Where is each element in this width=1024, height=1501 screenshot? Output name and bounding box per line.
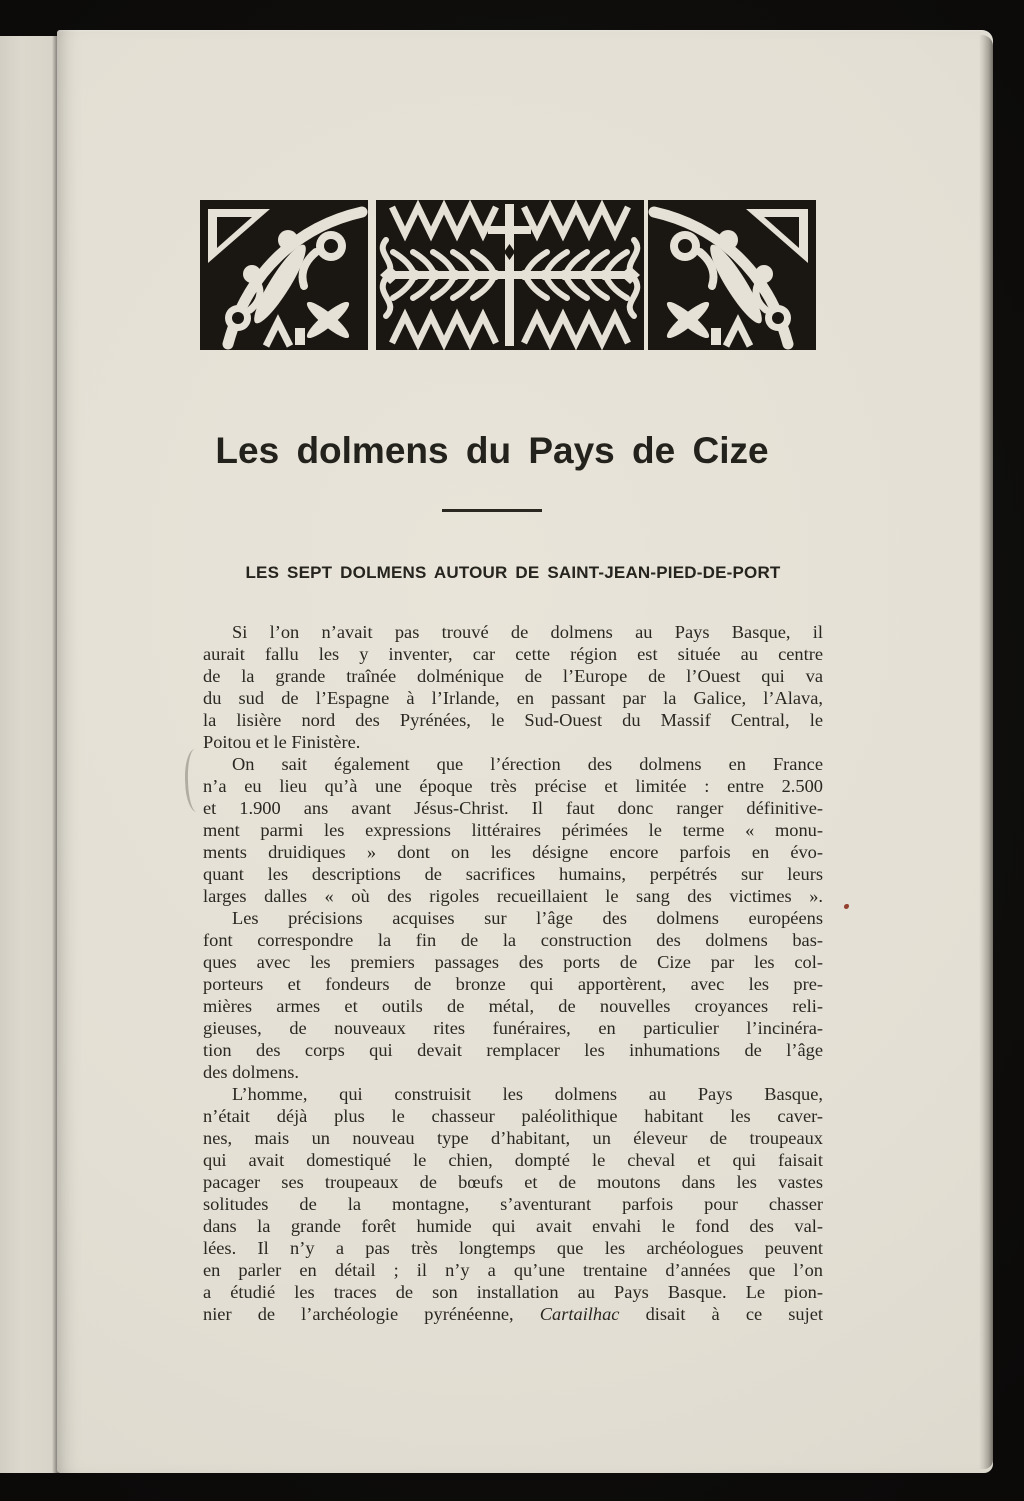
- text-line: aurait fallu les y inventer, car cette région est située au centre: [203, 644, 823, 664]
- paragraph-3: [203, 907, 823, 1083]
- basque-ornament-graphic: [200, 200, 816, 350]
- article-body: [203, 621, 823, 1325]
- text-line: nes, mais un nouveau type d’habitant, un éleveur de troupeaux: [203, 1128, 823, 1148]
- text-line: [203, 1303, 823, 1325]
- text-line: qui avait domestiqué le chien, dompté le cheval et qui faisait: [203, 1150, 823, 1170]
- text-line: solitudes de la montagne, s’aventurant parfois pour chasser: [203, 1194, 823, 1214]
- text-line: la lisière nord des Pyrénées, le Sud-Ouest du Massif Central, le: [203, 710, 823, 730]
- book-page: [57, 30, 993, 1473]
- text-line: lées. Il n’y a pas très longtemps que les archéologues peuvent: [203, 1238, 823, 1258]
- text-line: en parler en détail ; il n’y a qu’une trentaine d’années que l’on: [203, 1260, 823, 1280]
- red-ink-speck: [844, 904, 849, 909]
- title-divider: [442, 509, 542, 512]
- paragraph-2: [203, 753, 823, 907]
- text-line: dans la grande forêt humide qui avait envahi le fond des val-: [203, 1216, 823, 1236]
- text-line: ment parmi les expressions littéraires périmées le terme « monu-: [203, 820, 823, 840]
- text-line: font correspondre la fin de la construction des dolmens bas-: [203, 930, 823, 950]
- pencil-margin-mark: [184, 749, 200, 812]
- under-page-edge: [0, 36, 59, 1473]
- page-stack-edge: [979, 35, 993, 1469]
- text-line: de la grande traînée dolménique de l’Europe de l’Ouest qui va: [203, 666, 823, 686]
- text-line: ques avec les premiers passages des ports de Cize par les col-: [203, 952, 823, 972]
- section-heading: LES SEPT DOLMENS AUTOUR DE SAINT-JEAN-PIED-DE-PORT: [245, 563, 781, 582]
- text-line: n’était déjà plus le chasseur paléolithique habitant les caver-: [203, 1106, 823, 1126]
- paragraph-1: [203, 621, 823, 753]
- text-line: mières armes et outils de métal, de nouvelles croyances reli-: [203, 996, 823, 1016]
- paragraph-4: [203, 1083, 823, 1325]
- text-line: tion des corps qui devait remplacer les inhumations de l’âge: [203, 1040, 823, 1060]
- page-title: Les dolmens du Pays de Cize: [215, 430, 769, 471]
- text-line: des dolmens.: [203, 1062, 300, 1082]
- text-segment: disait à ce sujet: [619, 1304, 823, 1324]
- text-line: a étudié les traces de son installation au Pays Basque. Le pion-: [203, 1282, 823, 1302]
- text-line: On sait également que l’érection des dolmens en France: [232, 754, 823, 774]
- text-line: pacager ses troupeaux de bœufs et de moutons dans les vastes: [203, 1172, 823, 1192]
- italic-author-name: Cartailhac: [539, 1304, 620, 1324]
- text-line: larges dalles « où des rigoles recueillaient le sang des victimes ».: [203, 886, 823, 906]
- text-line: et 1.900 ans avant Jésus-Christ. Il faut donc ranger définitive-: [203, 798, 823, 818]
- text-line: Poitou et le Finistère.: [203, 732, 361, 752]
- text-line: L’homme, qui construisit les dolmens au Pays Basque,: [232, 1084, 823, 1104]
- text-line: ments druidiques » dont on les désigne encore parfois en évo-: [203, 842, 823, 862]
- text-line: gieuses, de nouveaux rites funéraires, en particulier l’incinéra-: [203, 1018, 823, 1038]
- ornament-band: [200, 200, 816, 350]
- text-line: porteurs et fondeurs de bronze qui apportèrent, avec les pre-: [203, 974, 823, 994]
- text-line: du sud de l’Espagne à l’Irlande, en passant par la Galice, l’Alava,: [203, 688, 823, 708]
- text-line: n’a eu lieu qu’à une époque très précise et limitée : entre 2.500: [203, 776, 823, 796]
- text-line: Les précisions acquises sur l’âge des dolmens européens: [232, 908, 823, 928]
- text-line: Si l’on n’avait pas trouvé de dolmens au Pays Basque, il: [232, 622, 823, 642]
- text-line: quant les descriptions de sacrifices humains, perpétrés sur leurs: [203, 864, 823, 884]
- text-segment: nier de l’archéologie pyrénéenne,: [203, 1304, 540, 1324]
